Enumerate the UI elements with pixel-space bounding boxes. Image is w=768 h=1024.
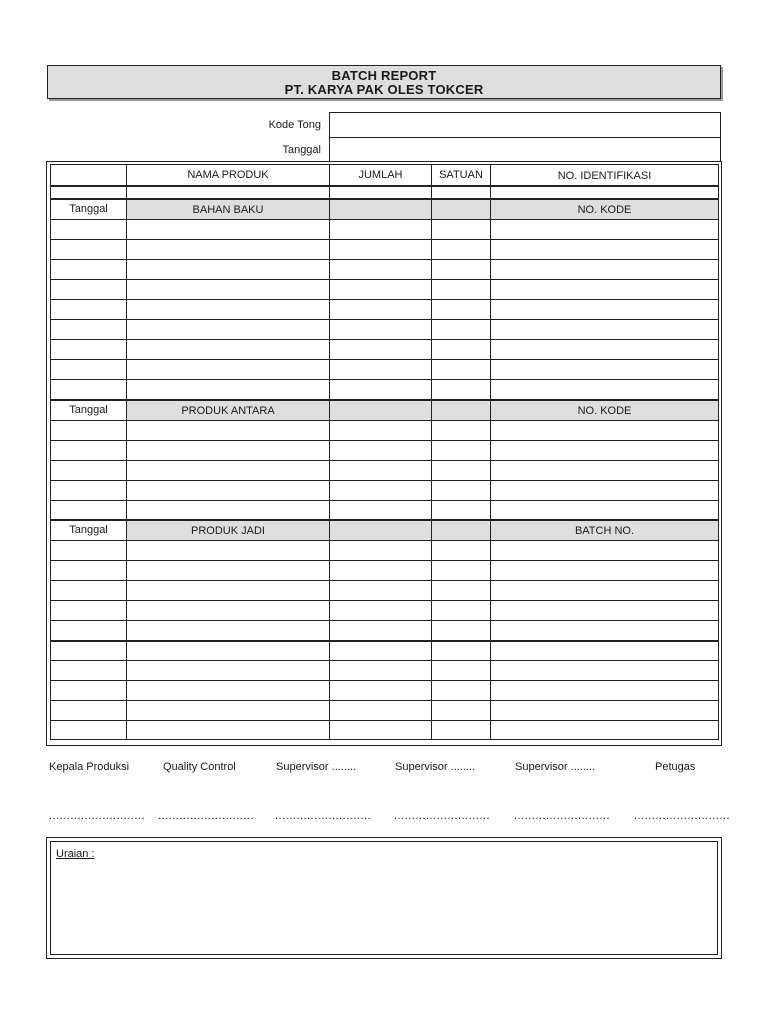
table-cell[interactable] [490, 340, 719, 359]
table-cell[interactable] [431, 280, 490, 299]
table-cell[interactable] [329, 621, 431, 640]
table-cell[interactable] [490, 561, 719, 580]
table-cell[interactable] [329, 561, 431, 580]
table-cell[interactable] [431, 681, 490, 700]
table-cell[interactable] [126, 481, 329, 500]
table-cell[interactable] [431, 260, 490, 279]
sig-line-quality-control[interactable]: ........................... [158, 810, 255, 822]
table-cell[interactable] [431, 320, 490, 339]
table-cell[interactable] [126, 661, 329, 680]
report-title-box [47, 65, 721, 99]
section-code-label: NO. KODE [490, 200, 719, 219]
table-cell[interactable] [126, 561, 329, 580]
table-cell[interactable] [431, 240, 490, 259]
sig-kepala-produksi: Kepala Produksi [49, 761, 130, 773]
table-cell[interactable] [50, 701, 126, 720]
table-cell[interactable] [126, 360, 329, 379]
section-code-label: BATCH NO. [490, 521, 719, 540]
section-header-bahan-baku [50, 198, 719, 219]
table-cell[interactable] [329, 360, 431, 379]
sig-line-kepala-produksi[interactable]: ........................... [49, 810, 146, 822]
table-cell[interactable] [50, 300, 126, 319]
sig-line-supervisor-3[interactable]: ........................... [514, 810, 611, 822]
table-row [50, 359, 719, 379]
table-cell[interactable] [431, 340, 490, 359]
table-cell[interactable] [126, 621, 329, 640]
table-row [50, 239, 719, 259]
section-header-produk-jadi [50, 519, 719, 540]
table-row [50, 640, 719, 660]
table-cell[interactable] [329, 701, 431, 720]
table-cell[interactable] [431, 461, 490, 480]
table-cell[interactable] [490, 220, 719, 239]
table-cell[interactable] [431, 541, 490, 560]
table-cell[interactable] [329, 421, 431, 440]
table-cell[interactable] [329, 541, 431, 560]
table-cell[interactable] [50, 320, 126, 339]
section-tanggal-label: Tanggal [50, 521, 126, 540]
table-cell[interactable] [126, 240, 329, 259]
tanggal-label: Tanggal [282, 144, 321, 156]
table-cell[interactable] [431, 421, 490, 440]
table-cell[interactable] [329, 661, 431, 680]
table-row [50, 480, 719, 500]
table-row [50, 660, 719, 680]
table-header-row [50, 164, 719, 185]
col-nama-produk: NAMA PRODUK [126, 165, 329, 185]
sig-quality-control: Quality Control [163, 761, 236, 773]
table-cell[interactable] [126, 681, 329, 700]
table-cell[interactable] [329, 681, 431, 700]
section-code-label: NO. KODE [490, 401, 719, 420]
table-cell[interactable] [329, 501, 431, 520]
table-cell[interactable] [329, 340, 431, 359]
table-cell[interactable] [490, 441, 719, 460]
uraian-field[interactable] [50, 841, 718, 955]
section-name: PRODUK ANTARA [126, 401, 329, 420]
table-cell[interactable] [431, 360, 490, 379]
table-cell[interactable] [329, 260, 431, 279]
table-cell[interactable] [126, 541, 329, 560]
table-cell[interactable] [126, 421, 329, 440]
table-cell[interactable] [490, 501, 719, 520]
table-cell[interactable] [329, 721, 431, 739]
table-row [50, 379, 719, 399]
table-cell[interactable] [50, 220, 126, 239]
table-row [50, 420, 719, 440]
sig-supervisor-2: Supervisor ........ [395, 761, 476, 773]
table-cell[interactable] [431, 601, 490, 620]
table-cell[interactable] [490, 541, 719, 560]
table-cell[interactable] [50, 461, 126, 480]
table-cell[interactable] [329, 240, 431, 259]
table-cell[interactable] [490, 621, 719, 640]
table-cell[interactable] [431, 380, 490, 399]
uraian-box [46, 837, 722, 959]
table-cell[interactable] [50, 721, 126, 739]
table-row [50, 219, 719, 239]
table-row [50, 540, 719, 560]
table-cell[interactable] [329, 581, 431, 600]
table-cell[interactable] [329, 300, 431, 319]
table-cell[interactable] [329, 481, 431, 500]
table-cell[interactable] [126, 601, 329, 620]
kode-tong-field[interactable] [330, 113, 720, 137]
table-cell[interactable] [329, 380, 431, 399]
table-row [50, 259, 719, 279]
table-cell[interactable] [431, 561, 490, 580]
table-cell[interactable] [50, 541, 126, 560]
table-row [50, 279, 719, 299]
table-cell[interactable] [431, 220, 490, 239]
table-cell[interactable] [50, 421, 126, 440]
table-row [50, 620, 719, 640]
table-cell[interactable] [431, 441, 490, 460]
table-cell[interactable] [490, 681, 719, 700]
table-row [50, 500, 719, 520]
table-cell[interactable] [490, 240, 719, 259]
table-cell[interactable] [50, 260, 126, 279]
sig-line-supervisor-2[interactable]: ........................... [394, 810, 491, 822]
sig-line-petugas[interactable]: ........................... [634, 810, 731, 822]
sig-supervisor-3: Supervisor ........ [515, 761, 596, 773]
table-cell[interactable] [126, 380, 329, 399]
table-cell[interactable] [50, 340, 126, 359]
table-cell[interactable] [126, 340, 329, 359]
company-name: PT. KARYA PAK OLES TOKCER [284, 82, 484, 97]
table-cell[interactable] [50, 501, 126, 520]
table-cell[interactable] [490, 380, 719, 399]
table-cell[interactable] [126, 320, 329, 339]
table-cell[interactable] [329, 461, 431, 480]
table-cell[interactable] [431, 642, 490, 660]
table-cell[interactable] [490, 421, 719, 440]
table-cell[interactable] [126, 642, 329, 660]
table-cell[interactable] [50, 681, 126, 700]
table-cell[interactable] [431, 721, 490, 739]
table-cell[interactable] [50, 380, 126, 399]
section-tanggal-label: Tanggal [50, 200, 126, 219]
table-cell[interactable] [126, 501, 329, 520]
table-cell[interactable] [490, 481, 719, 500]
table-cell[interactable] [490, 642, 719, 660]
table-cell[interactable] [50, 642, 126, 660]
table-row [50, 680, 719, 700]
table-cell[interactable] [50, 621, 126, 640]
uraian-label: Uraian : [56, 848, 95, 860]
table-row [50, 460, 719, 480]
table-cell[interactable] [490, 300, 719, 319]
table-cell[interactable] [50, 481, 126, 500]
table-cell[interactable] [126, 581, 329, 600]
kode-tanggal-fields [329, 112, 721, 162]
table-row [50, 299, 719, 319]
table-cell[interactable] [126, 441, 329, 460]
table-cell[interactable] [50, 360, 126, 379]
table-cell[interactable] [126, 721, 329, 739]
table-row [50, 720, 719, 740]
table-cell[interactable] [490, 601, 719, 620]
table-cell[interactable] [329, 220, 431, 239]
table-cell[interactable] [329, 280, 431, 299]
table-cell[interactable] [431, 581, 490, 600]
table-cell[interactable] [126, 300, 329, 319]
table-cell[interactable] [126, 701, 329, 720]
col-no-identifikasi: NO. IDENTIFIKASI [490, 165, 719, 185]
report-title: BATCH REPORT [331, 68, 437, 83]
table-cell[interactable] [329, 642, 431, 660]
table-cell[interactable] [126, 280, 329, 299]
table-cell[interactable] [490, 581, 719, 600]
table-cell[interactable] [490, 701, 719, 720]
table-cell[interactable] [490, 280, 719, 299]
table-cell[interactable] [50, 561, 126, 580]
sig-supervisor-1: Supervisor ........ [276, 761, 357, 773]
section-tanggal-label: Tanggal [50, 401, 126, 420]
table-cell[interactable] [490, 661, 719, 680]
table-cell[interactable] [490, 320, 719, 339]
table-row [50, 319, 719, 339]
tanggal-field[interactable] [330, 138, 720, 162]
table-cell[interactable] [126, 220, 329, 239]
section-header-produk-antara [50, 399, 719, 420]
kode-tong-label: Kode Tong [268, 119, 321, 131]
table-cell[interactable] [431, 501, 490, 520]
table-cell[interactable] [490, 721, 719, 739]
table-row [50, 560, 719, 580]
table-cell[interactable] [490, 360, 719, 379]
section-name: PRODUK JADI [126, 521, 329, 540]
sig-petugas: Petugas [655, 761, 696, 773]
col-jumlah: JUMLAH [329, 165, 431, 185]
table-cell[interactable] [50, 280, 126, 299]
col-satuan: SATUAN [431, 165, 490, 185]
table-row [50, 580, 719, 600]
table-row [50, 339, 719, 359]
table-cell[interactable] [431, 621, 490, 640]
table-cell[interactable] [50, 581, 126, 600]
section-name: BAHAN BAKU [126, 200, 329, 219]
sig-line-supervisor-1[interactable]: ........................... [275, 810, 372, 822]
table-cell[interactable] [126, 260, 329, 279]
table-cell[interactable] [431, 701, 490, 720]
table-cell[interactable] [329, 320, 431, 339]
spacer-row [50, 185, 719, 198]
table-cell[interactable] [50, 240, 126, 259]
table-cell[interactable] [490, 461, 719, 480]
table-cell[interactable] [50, 441, 126, 460]
table-cell[interactable] [50, 601, 126, 620]
table-cell[interactable] [329, 601, 431, 620]
table-cell[interactable] [431, 300, 490, 319]
table-cell[interactable] [50, 661, 126, 680]
table-cell[interactable] [126, 461, 329, 480]
table-row [50, 600, 719, 620]
table-cell[interactable] [329, 441, 431, 460]
table-row [50, 700, 719, 720]
table-cell[interactable] [490, 260, 719, 279]
table-row [50, 440, 719, 460]
table-cell[interactable] [431, 481, 490, 500]
table-cell[interactable] [431, 661, 490, 680]
